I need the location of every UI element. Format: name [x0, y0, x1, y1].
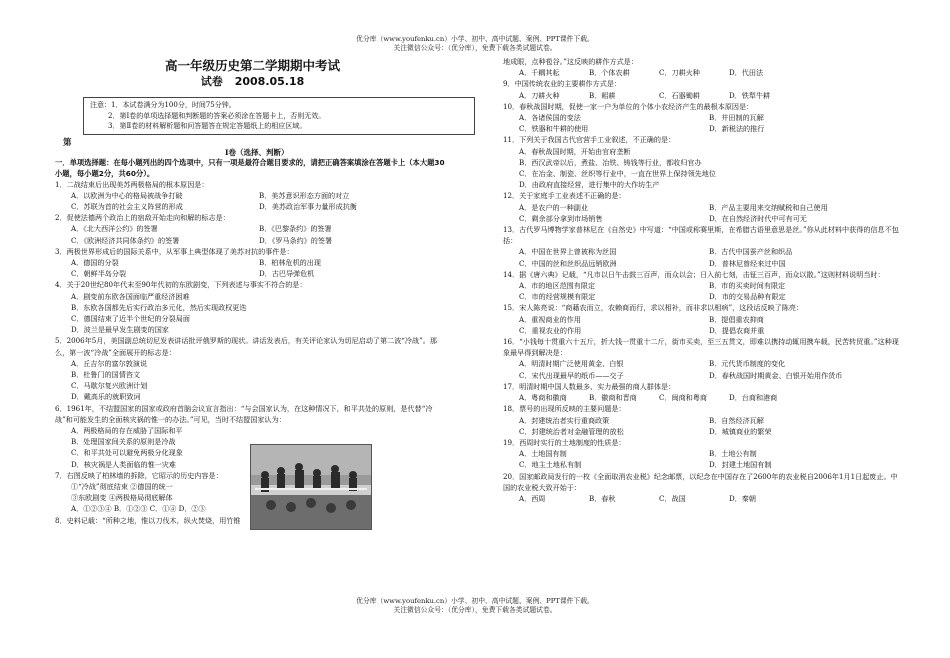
right-column [503, 56, 903, 504]
option-row [55, 380, 450, 391]
option-row [55, 391, 450, 402]
part-label: Ⅰ卷（选择、判断） [225, 147, 289, 157]
option: B．产品主要用来交纳赋税和自己使用 [709, 202, 828, 212]
option: B．自然经济瓦解 [709, 415, 764, 425]
option: A．丘吉尔的富尔敦演说 [71, 358, 148, 368]
option: B．西汉武帝以后，煮盐、冶铁、铸钱等行业，都收归官办 [519, 157, 702, 167]
option: B．《巴黎条约》的签署 [259, 224, 332, 234]
option: A．刀耕火种 [519, 90, 560, 100]
question-stem: 19．西周时实行的土地制度的性质是： [503, 437, 626, 447]
option: A．以欧洲为中心的格局被战争打破 [71, 190, 183, 200]
berlin-wall-image [251, 445, 371, 529]
option: A．中国在世界上曾被称为丝国 [519, 247, 617, 257]
option: A．封建统治者实行重商政策 [519, 415, 610, 425]
question-stem: 7．右图反映了柏林墙的拆除，它昭示的历史内容是： [55, 470, 223, 480]
question-stem: 15．宋人陈亮说：“商藉农而立，农赖商而行，求以相补，而非求以相病”，这段话反映了陈亮： [503, 303, 804, 313]
option: A．德国的分裂 [71, 257, 119, 267]
option: D．城镇商业的繁荣 [709, 426, 772, 436]
option: D．代田法 [729, 68, 764, 78]
question-stem: 18．票号的出现所反映的主要问题是： [503, 404, 626, 414]
option: B．土地公有制 [709, 449, 757, 459]
question-stem: 17．明清时期中国人数最多、实力最强的商人群体是： [503, 381, 676, 391]
option: B．春秋 [589, 493, 616, 503]
option: C．刀耕火种 [659, 68, 700, 78]
option: B．井田制的瓦解 [709, 113, 764, 123]
option: D．由政府直接经营，进行集中的大作坊生产 [519, 180, 660, 190]
option: D．古巴导弹危机 [259, 269, 315, 279]
right-question-list [503, 78, 903, 504]
question-stem: 9．中国传统农业的主要耕作方式是： [503, 79, 622, 89]
option: D．《罗马条约》的签署 [259, 235, 333, 245]
option: ③东欧剧变 ④两极格局彻底解体 [71, 493, 173, 503]
option-row [55, 268, 450, 279]
notice-line: 2．第Ⅰ卷的单项选择题和判断题的答案必须涂在答题卡上，否则无效。 [108, 111, 326, 120]
option: D．在自然经济时代中可有可无 [709, 213, 807, 223]
option: A．各诸侯国的变法 [519, 113, 581, 123]
option: C．在冶金、制瓷、丝织等行业中，一直在世界上保持领先地位 [519, 169, 716, 179]
option-row [503, 280, 903, 291]
option: B．古代中国蚕产丝和织品 [709, 247, 793, 257]
question-stem: 10．春秋战国时期，促使一家一户为单位的个体小农经济产生的最根本原因是： [503, 101, 754, 111]
option: B．杜鲁门的国情咨文 [71, 369, 141, 379]
option: D．秦朝 [729, 493, 756, 503]
option: D．戴高乐的就职致词 [71, 392, 141, 402]
question-stem: 13．古代罗马博物学家普林尼在《自然史》中写道：“中国或称赛里斯，在希腊古语里意思是丝。”你从此材料中获得的信息不包括： [503, 225, 899, 246]
option: A．《北大西洋公约》的签署 [71, 224, 158, 234]
option-row [503, 258, 903, 269]
option: D．新税法的推行 [709, 124, 765, 134]
header-line1: 优分库（www.youfenku.cn）小学、初中、高中试题、案例、PPT课件下载。 [356, 35, 594, 43]
option-row [55, 358, 450, 369]
option-row [503, 112, 903, 123]
option: C．市的经营规模有限定 [519, 292, 596, 302]
part-heading [55, 135, 450, 157]
option: B．提倡重农抑商 [709, 314, 764, 324]
option-row [55, 201, 450, 212]
option-row [503, 459, 903, 470]
exam-title: 高一年级历史第二学期期中考试 [164, 58, 340, 73]
berlin-wall-photo [250, 444, 372, 530]
option-row [503, 448, 903, 459]
exam-subtitle [55, 74, 450, 89]
option: D．普林尼曾经来过中国 [709, 258, 786, 268]
option: C．重视农业的作用 [519, 325, 582, 335]
question-stem: 12．关于家庭手工业表述不正确的是： [503, 191, 626, 201]
option: A．是农户的一种副业 [519, 202, 588, 212]
option: C．封建统治者对金融管理的放松 [519, 426, 624, 436]
option-row [55, 235, 450, 246]
option-row [55, 369, 450, 380]
option: C．和平共处可以避免两极分化现象 [71, 448, 183, 458]
footer-line2: 关注微信公众号：（优分库），免费下载各类试题试卷。 [393, 605, 557, 614]
option: D．封建土地国有制 [709, 460, 772, 470]
option: ①“冷战”彻底结束 ②德国的统一 [71, 481, 173, 491]
option-row [503, 325, 903, 336]
option: A．土地国有制 [519, 449, 567, 459]
question-stem: 3．两极世界形成后的国际关系中，从军事上典型体现了美苏对抗的事件是： [55, 246, 294, 256]
option: D．核灾祸是人类面临的惟一灾难 [71, 459, 176, 469]
question-stem: 16．“小钱每十贯重六十五斤，折大钱一贯重十二斤，街市买卖，至三五贯文，即难以携持动辄用携车载，民苦转贸重。”这种现象最早得到解决是： [503, 337, 899, 358]
option: A．西周 [519, 493, 546, 503]
option: D．波兰是最早发生剧变的国家 [71, 325, 169, 335]
option-row [55, 302, 450, 313]
option-row [503, 314, 903, 325]
option-row [503, 370, 903, 381]
option-row [503, 415, 903, 426]
option: D．台商和港商 [729, 393, 778, 403]
question-stem: 6．1961年，不结盟国家的国家或政府首脑会议宣言指出：“与会国家认为，在这种情况下，和平共处的原则，是代替“冷战”和可能发生的全面核灾祸的惟一的办法。”可见，当时不结盟国家认为： [55, 403, 433, 424]
option-row [503, 426, 903, 437]
option-row [55, 425, 450, 436]
option: D．提倡农商并重 [709, 325, 765, 335]
option: D．市的交易品种有限定 [709, 292, 786, 302]
option: C．中国的丝和丝织品远销欧洲 [519, 258, 617, 268]
question-stem: 1．二战结束后出现美苏两极格局的根本原因是： [55, 179, 209, 189]
option-row [503, 291, 903, 302]
option: B．市的买卖时间有限定 [709, 281, 786, 291]
question-stem: 2．促使法德两个政治上的宿敌开始走向和解的标志是： [55, 213, 230, 223]
option: B．个体农耕 [589, 68, 630, 78]
page-header [0, 35, 950, 52]
option: C．马歇尔复兴欧洲计划 [71, 381, 148, 391]
option: C．朝鲜半岛分裂 [71, 269, 127, 279]
option: C．《欧洲经济共同体条约》的签署 [71, 235, 180, 245]
exam-notice [83, 97, 475, 135]
option: A．①②③④ B．①②③ C．①④ D．②③ [71, 504, 206, 514]
footer-line1: 优分库（www.youfenku.cn）小学、初中、高中试题、案例、PPT课件下载。 [356, 597, 594, 605]
header-line2: 关注微信公众号：（优分库），免费下载各类试题试卷。 [393, 43, 557, 52]
option: B．东欧各国都先后实行政治多元化，然后实现政权更迭 [71, 302, 247, 312]
option: B．元代货币制度的变化 [709, 359, 786, 369]
option: A．明清时期广泛使用黄金、白银 [519, 359, 624, 369]
option-row [503, 146, 903, 157]
option: C．铁器和牛耕的使用 [519, 124, 589, 134]
option-row [55, 324, 450, 335]
option: A．千耦其耘 [519, 68, 560, 78]
question-stem: 14．据《唐六典》记载，“凡市以日午击鼓三百声，而众以会；日入前七刻，击钲三百声，而众以散。”这则材料说明当时： [503, 269, 885, 279]
question-stem: 8．史料记载：“所种之地，惟以刀伐木，纵火焚烧，用竹锥 [55, 515, 241, 525]
option: C．闽商和粤商 [659, 393, 707, 403]
option: C．地主土地私有制 [519, 460, 582, 470]
option-row [503, 157, 903, 168]
option-row [55, 190, 450, 201]
option-row [503, 246, 903, 257]
option-row [503, 493, 903, 504]
option: B．处理国家间关系的原则是冷战 [71, 437, 176, 447]
question-stem: 4．关于20世纪80年代末至90年代初的东欧剧变，下列表述与事实不符合的是： [55, 280, 307, 290]
option: B．耜耕 [589, 90, 616, 100]
q8-continuation: 地成眼，点种苞谷。”这反映的耕作方式是： [503, 57, 638, 66]
option: A．粤商和徽商 [519, 393, 567, 403]
option: C．剩余部分拿到市场销售 [519, 213, 603, 223]
exam-date: 2008.05.18 [234, 75, 305, 88]
option: B．柏林危机的出现 [259, 257, 321, 267]
notice-line: 注意：1．本试卷满分为100分，时间75分钟。 [90, 101, 236, 109]
option: A．剧变前东欧各国面临严重经济困难 [71, 291, 190, 301]
option: B．徽商和晋商 [589, 393, 637, 403]
option-row [503, 213, 903, 224]
notice-line: 3．第Ⅱ卷的材料解析题和问答题答在规定答题纸上的相应区域。 [108, 122, 307, 130]
q8-options [503, 67, 903, 78]
option: A．春秋战国时期，开始由官府垄断 [519, 146, 631, 156]
page-footer [0, 597, 950, 614]
option-row [503, 392, 903, 403]
option: A．市的地区范围有限定 [519, 281, 596, 291]
option: D．春秋战国时期黄金、白银开始用作货币 [709, 370, 843, 380]
option-row [55, 257, 450, 268]
option: C．石器锄耕 [659, 90, 700, 100]
option-row [503, 168, 903, 179]
option: B．美苏意识形态方面的对立 [259, 190, 350, 200]
option-row [55, 223, 450, 234]
option: C．德国结束了近半个世纪的分裂局面 [71, 313, 190, 323]
option: A．重视商业的作用 [519, 314, 581, 324]
option-row [55, 313, 450, 324]
option: D．铁犁牛耕 [729, 90, 771, 100]
option: C．苏联为首的社会主义阵营的形成 [71, 201, 183, 211]
option: C．战国 [659, 493, 686, 503]
option: D．美苏政治军事力量形成抗衡 [259, 201, 357, 211]
part-di: 第 [63, 137, 72, 148]
question-stem: 5．2006年5月，美国副总统切尼发表讲话批评俄罗斯的现状。讲话发表后，有关评论家认为切尼启动了第二波“冷战”。那么，第一波“冷战”全面展开的标志是： [55, 336, 437, 357]
option-row [503, 123, 903, 134]
question-stem: 11．下列关于我国古代官营手工业叙述，不正确的是： [503, 135, 676, 145]
option-row [503, 179, 903, 190]
option: A．两极格局的存在威胁了国际和平 [71, 425, 183, 435]
option-row [503, 202, 903, 213]
option-row [503, 358, 903, 369]
section-heading: 一．单项选择题：在每小题列出的四个选项中，只有一项是最符合题目要求的，请把正确答案填涂在答题卡上（本大题30小题，每小题2分，共60分）。 [55, 157, 445, 178]
question-stem: 20．国家邮政局发行的一枚《全面取消农业税》纪念邮票，以纪念在中国存在了2600年的农业税自2006年1月1日起废止。中国的农业税大致开始于： [503, 471, 898, 492]
option-row [55, 291, 450, 302]
exam-subtitle-label: 试卷 [200, 75, 223, 88]
option-row [503, 90, 903, 101]
option: C．宋代出现最早的纸币——交子 [519, 370, 624, 380]
